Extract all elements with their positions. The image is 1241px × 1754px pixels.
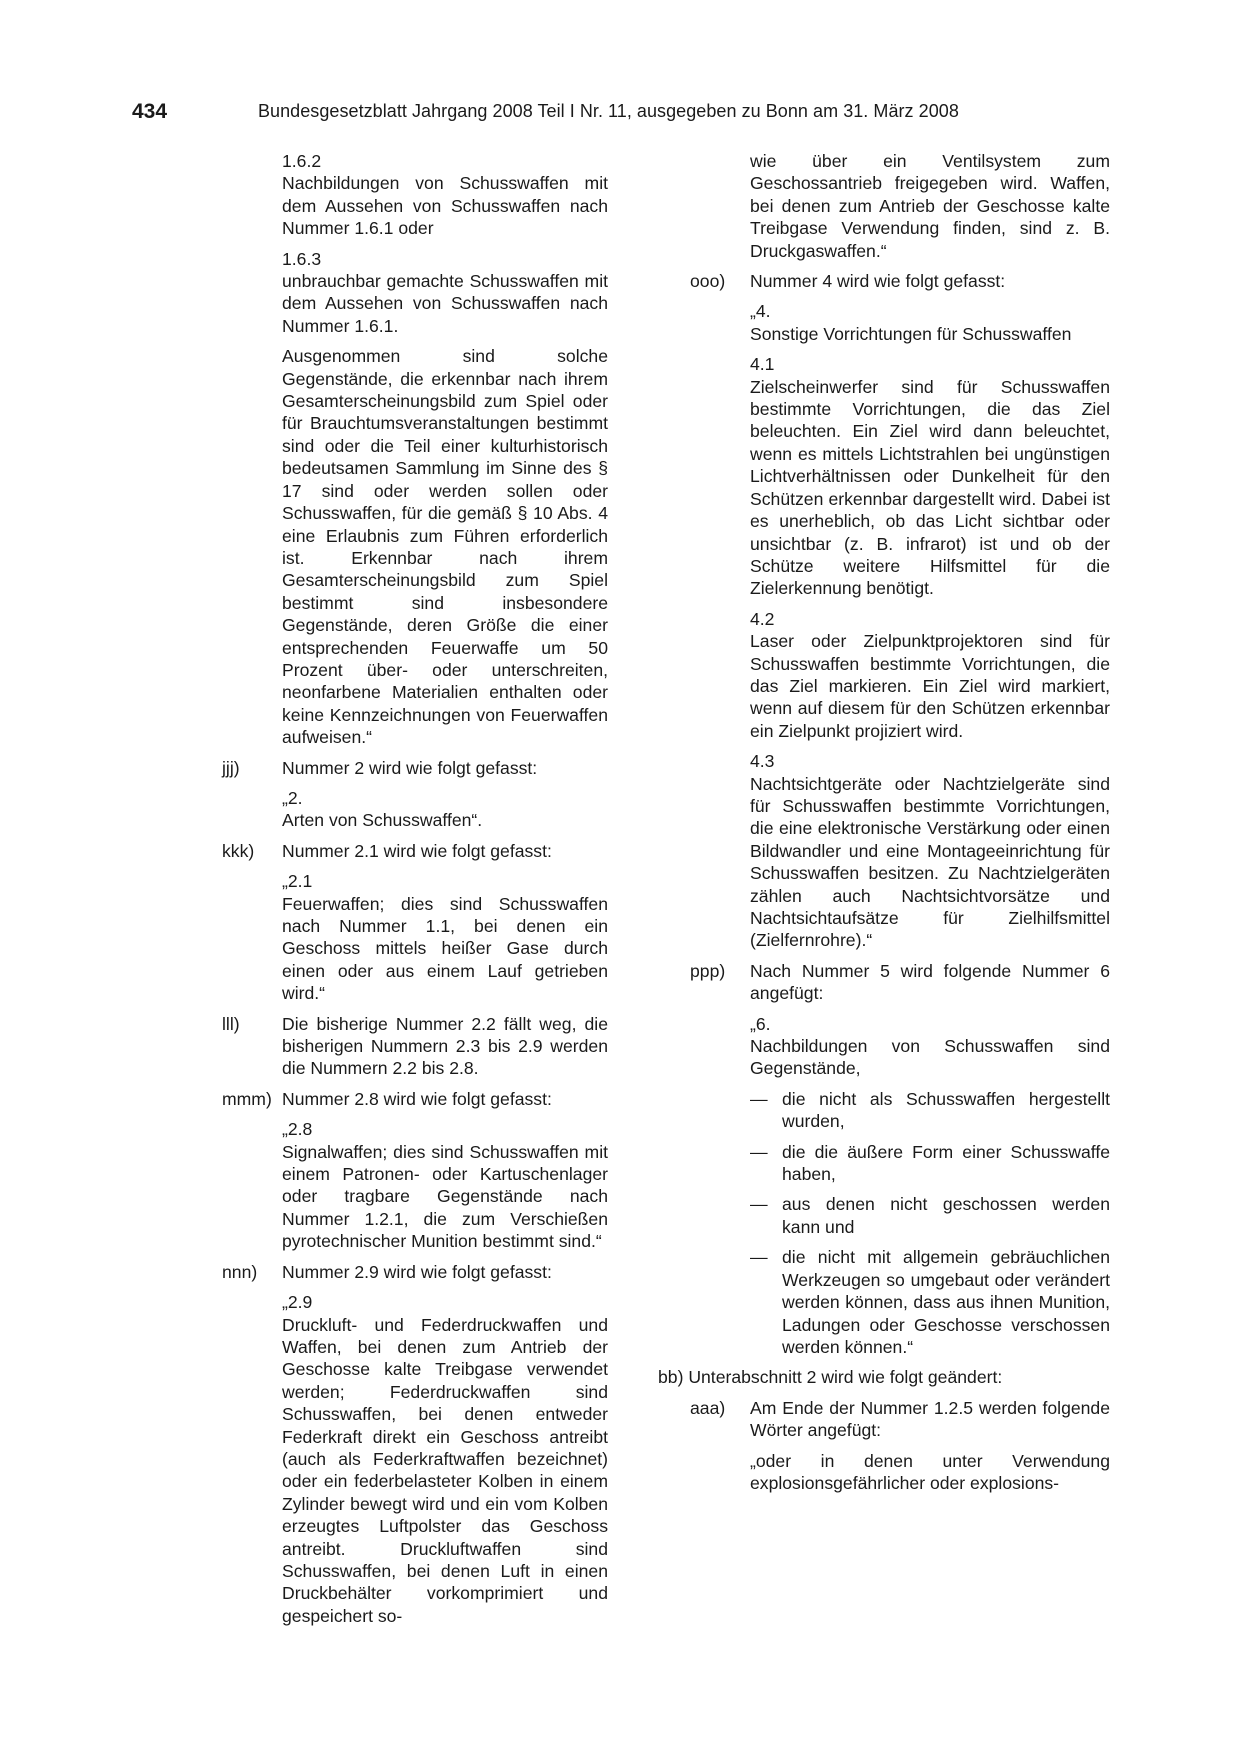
paragraph: Ausgenommen sind solche Gegenstände, die erkennbar nach ihrem Gesamterscheinungsbild zum Spiel oder für Brauchtumsveranstaltungen bestimmt sind oder die Teil einer kulturhistorisch bedeutsamen Sammlung im Sinne des § 17 sind oder werden sollen oder Schusswaffen, für die gemäß § 10 Abs. 4 eine Erlaubnis zum Führen erforderlich ist. Erkennbar nach ihrem Gesamterscheinungsbild zum Spiel bestimmt sind insbesondere Gegenstände, deren Größe die einer entsprechenden Feuerwaffe um 50 Prozent über- oder unterschreiten, neonfarbene Materialien enthalten oder keine Kennzeichnungen von Feuerwaffen aufweisen.“	[282, 346, 608, 748]
paragraph: Signalwaffen; dies sind Schusswaffen mit einem Patronen- oder Kartuschenlager oder tragbare Gegenstände nach Nummer 1.2.1, die zum Verschießen pyrotechnischer Munition bestimmt sind.“	[282, 1141, 608, 1252]
paragraph: Nachbildungen von Schusswaffen mit dem Aussehen von Schusswaffen nach Nummer 1.6.1 oder	[282, 173, 608, 239]
section-block	[282, 248, 608, 338]
dash-bullet: —	[750, 1194, 768, 1215]
dash-list-item	[750, 1088, 1110, 1133]
item-label: jjj)	[222, 757, 240, 778]
section-block	[750, 750, 1110, 952]
section-number: „2.9	[282, 1292, 313, 1313]
paragraph: Feuerwaffen; dies sind Schusswaffen nach Nummer 1.1, bei denen ein Geschoss mittels heißer Gase durch einen oder aus einem Lauf getrieben wird.“	[282, 893, 608, 1004]
paragraph: Laser oder Zielpunktprojektoren sind für Schusswaffen bestimmte Vorrichtungen, die das Ziel markieren. Ein Ziel wird markiert, wenn auf diesem für den Schützen erkennbar ein Zielpunkt projiziert wird.	[750, 631, 1110, 741]
section-title: Arten von Schusswaffen“.	[282, 810, 483, 831]
section-number: „2.8	[282, 1119, 313, 1140]
dash-bullet: —	[750, 1247, 768, 1268]
section-block	[222, 787, 608, 832]
section-block	[750, 300, 1110, 345]
list-item	[690, 960, 1110, 1005]
section-number: 4.3	[750, 751, 775, 772]
paragraph: Druckluft- und Federdruckwaffen und Waffen, bei denen zum Antrieb der Geschosse kalte Treibgase verwendet werden; Federdruckwaffen sind Schusswaffen, bei denen entweder Federkraft direkt ein Geschoss antreibt (auch als Federkraftwaffen bezeichnet) oder ein federbelasteter Kolben in einem Zylinder bewegt wird und ein vom Kolben erzeugtes Luftpolster das Geschoss antreibt. Druckluftwaffen sind Schusswaffen, bei denen Luft in einen Druckbehälter vorkomprimiert und gespeichert so-	[282, 1314, 608, 1626]
section-title: Sonstige Vorrichtungen für Schusswaffen	[750, 323, 1072, 344]
paragraph: Nummer 4 wird wie folgt gefasst:	[750, 271, 1006, 292]
paragraph: Nachtsichtgeräte oder Nachtzielgeräte sind für Schusswaffen bestimmte Vorrichtungen, die eine elektronische Verstärkung oder einen Bildwandler und eine Montageeinrichtung für Schusswaffen besitzen. Zu Nachtzielgeräten zählen auch Nachtsichtvorsätze und Nachtsichtaufsätze für Zielhilfsmittel (Zielfernrohre).“	[750, 773, 1110, 951]
section-block	[282, 150, 608, 240]
list-item	[222, 1261, 608, 1283]
item-label: kkk)	[222, 840, 255, 861]
section-block	[750, 608, 1110, 742]
item-label: lll)	[222, 1013, 240, 1034]
section-block	[750, 1013, 1110, 1080]
section-number: „4.	[750, 301, 771, 322]
paragraph: unbrauchbar gemachte Schusswaffen mit dem Aussehen von Schusswaffen nach Nummer 1.6.1.	[282, 271, 608, 336]
dash-bullet: —	[750, 1141, 768, 1162]
paragraph: die die äußere Form einer Schusswaffe haben,	[782, 1141, 1110, 1185]
item-label: mmm)	[222, 1088, 272, 1109]
section-number: „6.	[750, 1013, 771, 1034]
list-item	[690, 1397, 1110, 1442]
section-number: 1.6.3	[282, 248, 322, 269]
paragraph: „oder in denen unter Verwendung explosionsgefährlicher oder explosions-	[750, 1450, 1110, 1493]
item-label: aaa)	[690, 1397, 726, 1418]
section-number: „2.	[282, 787, 303, 808]
section-number: 4.2	[750, 608, 775, 629]
dash-list-item	[750, 1193, 1110, 1238]
dash-list-item	[750, 1246, 1110, 1358]
item-label: nnn)	[222, 1261, 258, 1282]
paragraph: Zielscheinwerfer sind für Schusswaffen bestimmte Vorrichtungen, die das Ziel beleuchten. Ein Ziel wird dann beleuchtet, wenn es mittels Lichtstrahlen bei ungünstigen Lichtverhältnissen oder Dunkelheit für den Schützen erkennbar dargestellt wird. Dabei ist es unerheblich, ob das Licht sichtbar oder unsichtbar (z. B. infrarot) ist und ob der Schütze weitere Hilfsmittel für die Zielerkennung benötigt.	[750, 376, 1110, 599]
dash-bullet: —	[750, 1088, 768, 1109]
section-block	[222, 870, 608, 1004]
paragraph: Nachbildungen von Schusswaffen sind Gegenstände,	[750, 1036, 1110, 1079]
section-number: „2.1	[282, 871, 313, 892]
section-number: 4.1	[750, 354, 775, 375]
dash-list-item	[750, 1141, 1110, 1186]
list-item	[222, 840, 608, 862]
right-column	[658, 150, 1110, 1502]
running-header: Bundesgesetzblatt Jahrgang 2008 Teil I Nr. 11, ausgegeben zu Bonn am 31. März 2008	[258, 101, 959, 121]
paragraph: wie über ein Ventilsystem zum Geschossantrieb freigegeben wird. Waffen, bei denen zum Antrieb der Geschosse kalte Treibgase Verwendung finden, sind z. B. Druckgaswaffen.“	[750, 151, 1110, 261]
section-block	[222, 1291, 608, 1627]
paragraph: Nummer 2.1 wird wie folgt gefasst:	[282, 840, 552, 861]
paragraph: die nicht als Schusswaffen hergestellt wurden,	[782, 1088, 1110, 1132]
item-label: ooo)	[690, 271, 726, 292]
section-number: 1.6.2	[282, 151, 322, 171]
paragraph: aus denen nicht geschossen werden kann und	[782, 1194, 1110, 1237]
paragraph: Nummer 2 wird wie folgt gefasst:	[282, 757, 538, 778]
list-item	[222, 1088, 608, 1110]
section-block	[750, 353, 1110, 599]
section-block	[222, 1118, 608, 1252]
paragraph: Am Ende der Nummer 1.2.5 werden folgende Wörter angefügt:	[750, 1397, 1110, 1441]
paragraph: bb) Unterabschnitt 2 wird wie folgt geändert:	[658, 1367, 1003, 1388]
page-number: 434	[132, 100, 168, 123]
left-column	[222, 150, 608, 1635]
list-item	[690, 270, 1110, 292]
item-label: ppp)	[690, 960, 726, 981]
list-item	[222, 1013, 608, 1080]
paragraph: Nummer 2.9 wird wie folgt gefasst:	[282, 1261, 552, 1282]
paragraph: Die bisherige Nummer 2.2 fällt weg, die bisherigen Nummern 2.3 bis 2.9 werden die Nummern 2.2 bis 2.8.	[282, 1013, 608, 1079]
paragraph: die nicht mit allgemein gebräuchlichen Werkzeugen so umgebaut oder verändert werden können, dass aus ihnen Munition, Ladungen oder Geschosse verschossen werden können.“	[782, 1247, 1110, 1357]
paragraph: Nach Nummer 5 wird folgende Nummer 6 angefügt:	[750, 960, 1110, 1004]
list-item	[222, 757, 608, 779]
paragraph: Nummer 2.8 wird wie folgt gefasst:	[282, 1088, 552, 1109]
